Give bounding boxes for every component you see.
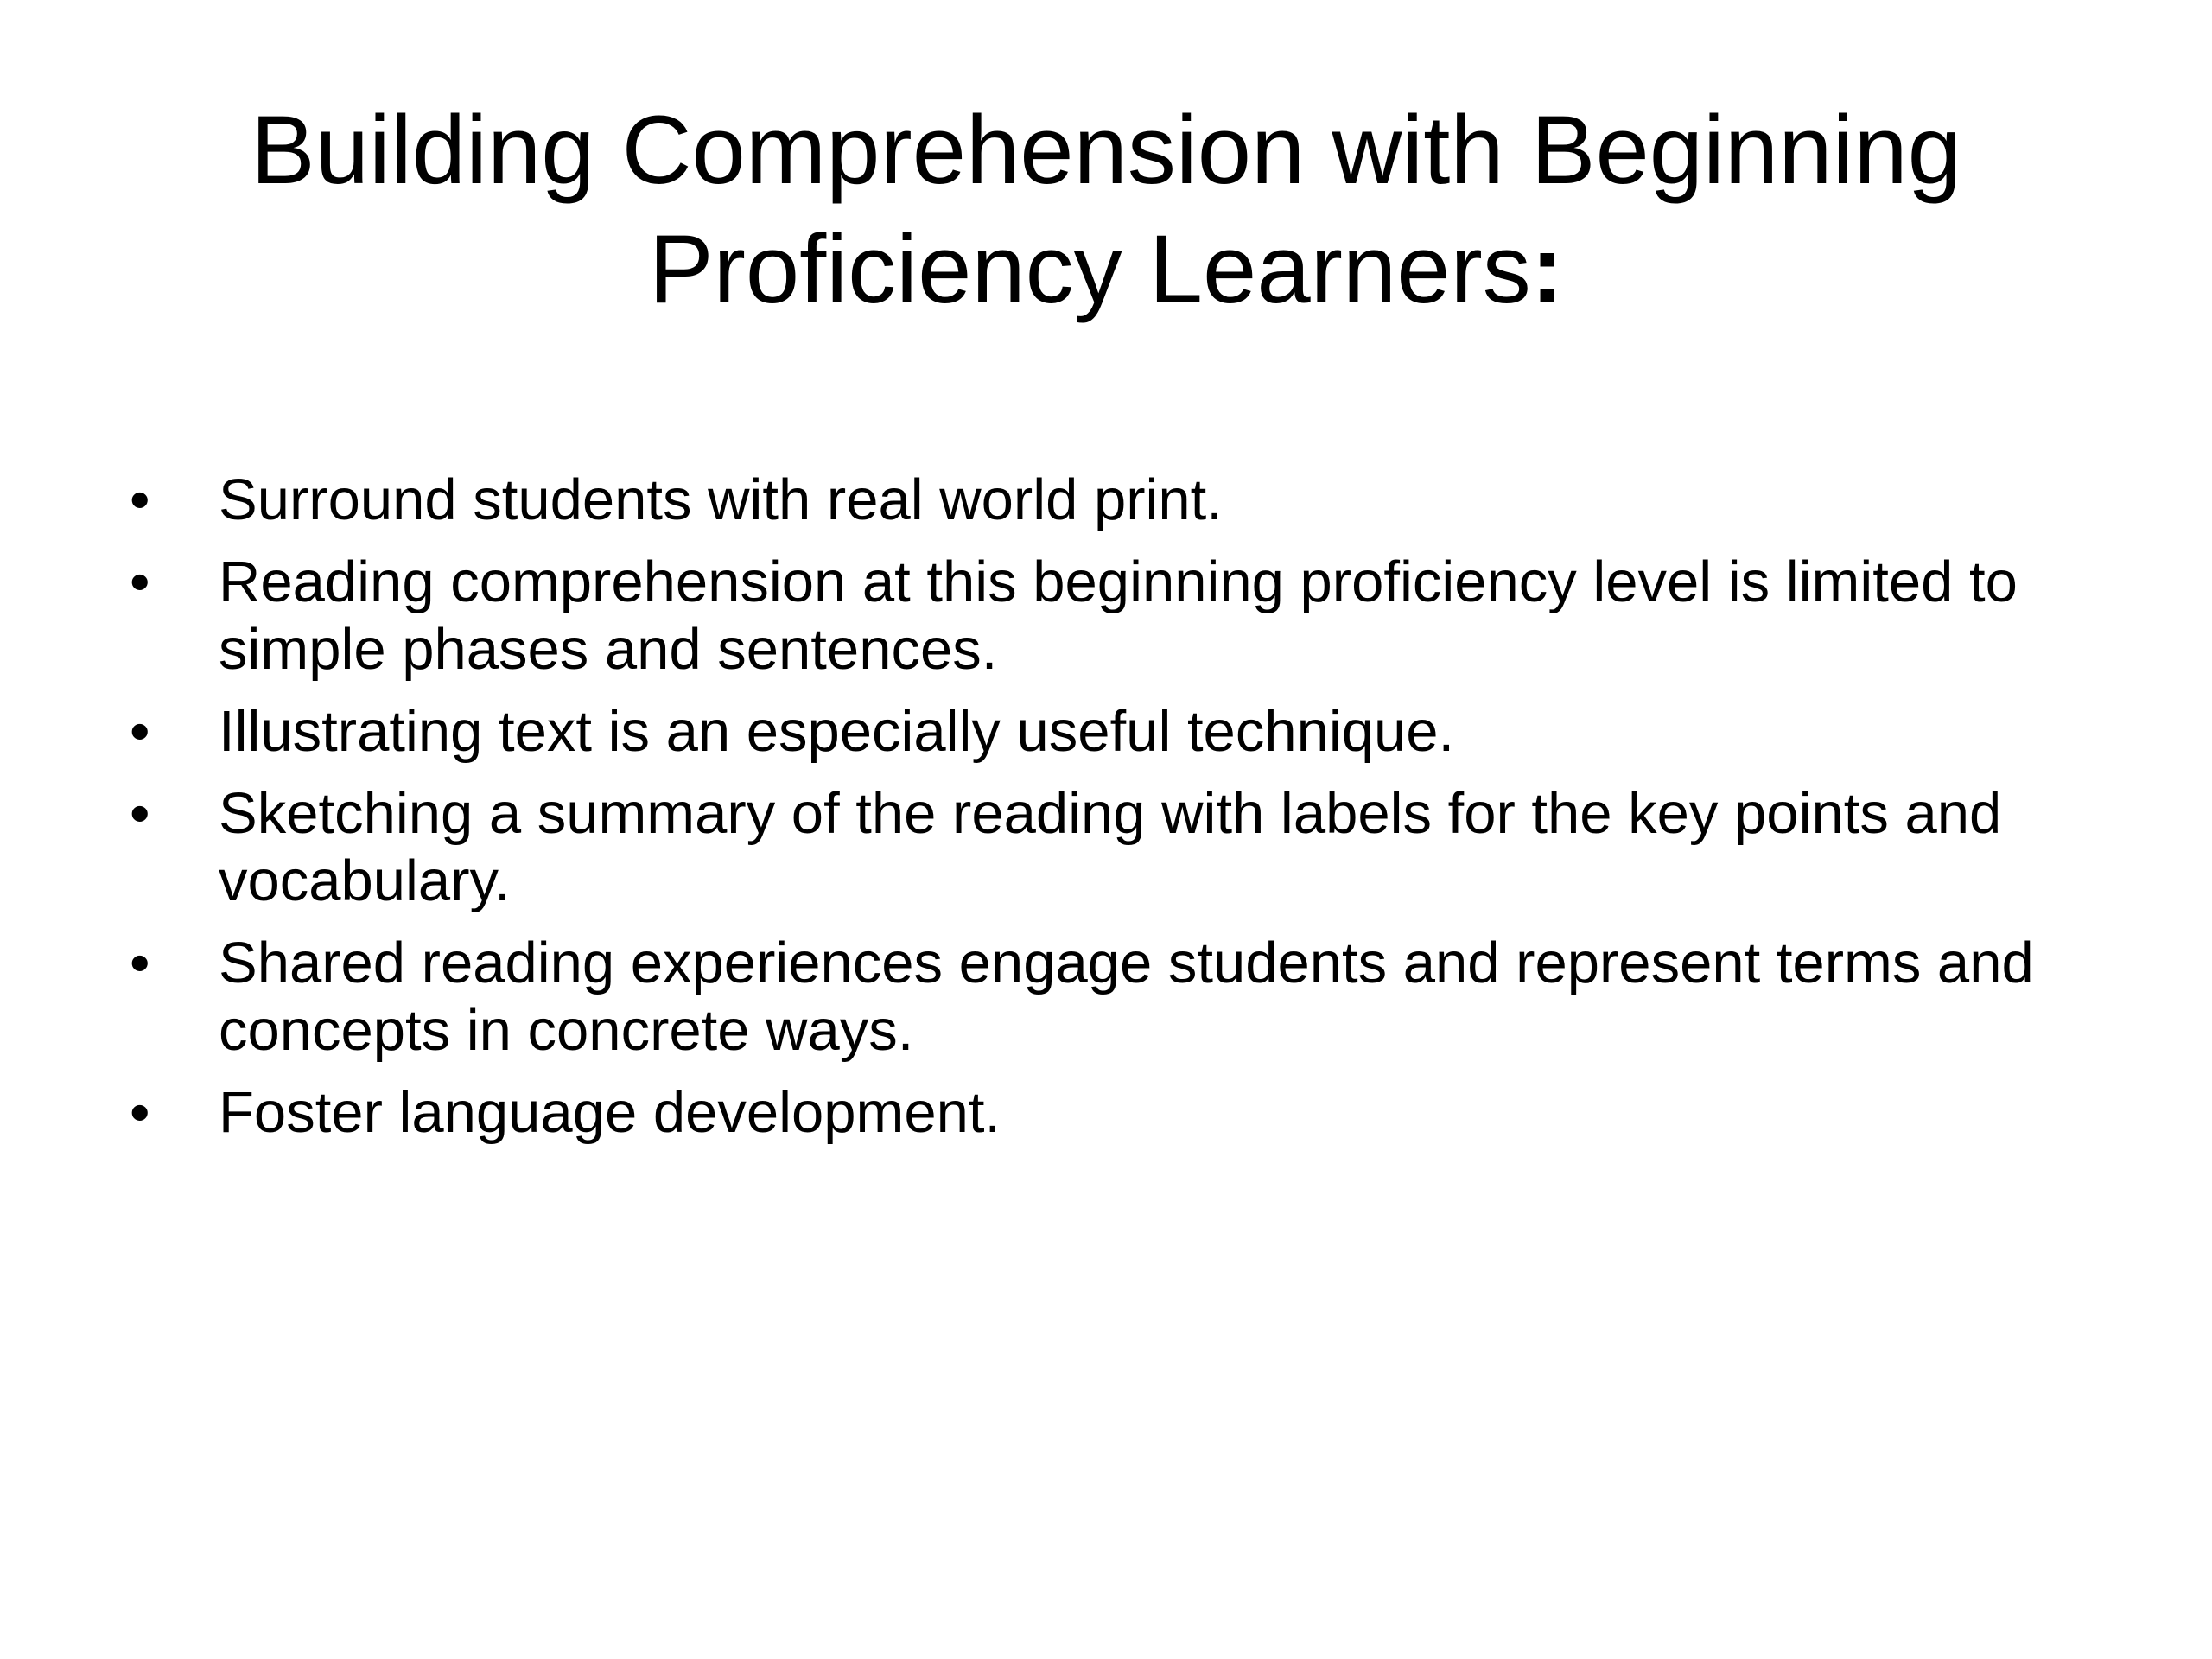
bullet-marker: • (130, 781, 150, 846)
bullet-text: Reading comprehension at this beginning proficiency level is limited to simple phases and sentences. (219, 550, 2018, 682)
slide-title (173, 91, 2039, 329)
slide-title-text: Building Comprehension with Beginning Proficiency Learners (251, 96, 1961, 323)
bullet-marker: • (130, 550, 150, 614)
bullet-text: Sketching a summary of the reading with labels for the key points and vocabulary. (219, 781, 2002, 913)
bullet-marker: • (130, 467, 150, 532)
bullet-item (130, 930, 2100, 1065)
bullet-item (130, 1079, 2100, 1147)
bullet-text: Shared reading experiences engage students and represent terms and concepts in concrete ways. (219, 931, 2034, 1063)
bullet-marker: • (130, 931, 150, 995)
bullet-text: Foster language development. (219, 1080, 1001, 1145)
bullet-item (130, 467, 2100, 534)
bullet-item (130, 549, 2100, 683)
bullet-text: Illustrating text is an especially useful technique. (219, 699, 1455, 764)
bullet-marker: • (130, 1080, 150, 1145)
bullet-item (130, 780, 2100, 915)
slide-title-colon: : (1530, 215, 1564, 323)
bullet-item (130, 698, 2100, 766)
bullet-text: Surround students with real world print. (219, 467, 1223, 532)
bullet-list (130, 467, 2100, 1161)
bullet-marker: • (130, 699, 150, 764)
